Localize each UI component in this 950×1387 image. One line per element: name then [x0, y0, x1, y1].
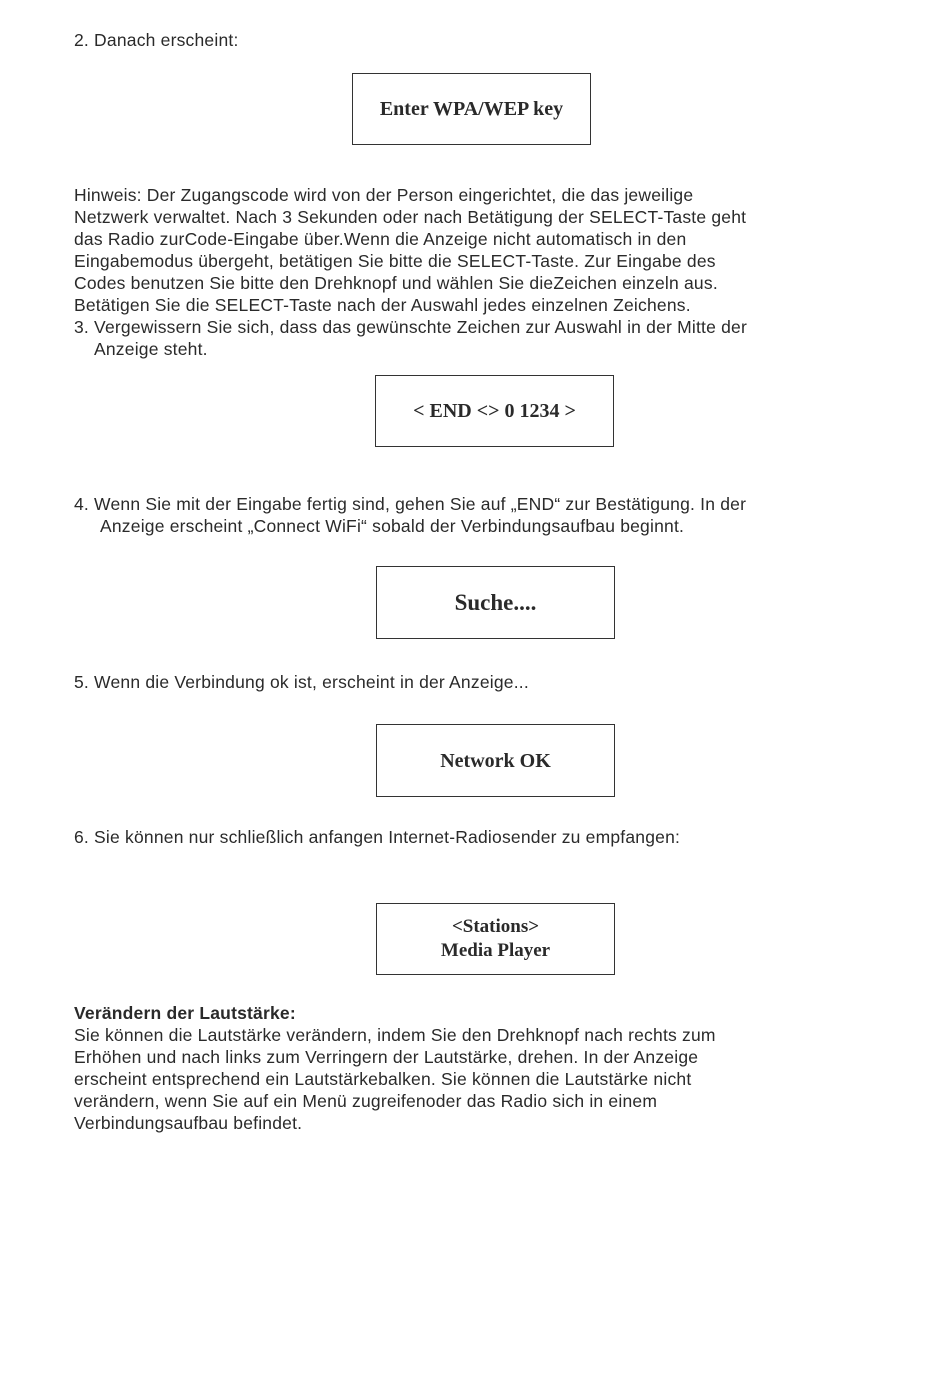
step-2-text — [74, 29, 239, 51]
hinweis-line: Betätigen Sie die SELECT-Taste nach der Auswahl jedes einzelnen Zeichens. — [74, 295, 691, 315]
volume-line: Verbindungsaufbau befindet. — [74, 1113, 303, 1133]
volume-section — [74, 1002, 716, 1134]
display-suche — [376, 566, 615, 639]
step-3-line: 3. Vergewissern Sie sich, dass das gewünschte Zeichen zur Auswahl in der Mitte der — [74, 317, 747, 337]
display-suche-text: Suche.... — [454, 589, 537, 615]
volume-line: Erhöhen und nach links zum Verringern der Lautstärke, drehen. In der Anzeige — [74, 1047, 699, 1067]
display-end-code — [375, 375, 614, 447]
hinweis-paragraph — [74, 184, 747, 360]
step-4-text — [74, 493, 746, 537]
volume-heading: Verändern der Lautstärke: — [74, 1003, 296, 1023]
step-6-line: 6. Sie können nur schließlich anfangen Internet-Radiosender zu empfangen: — [74, 827, 681, 847]
display-network-ok-text: Network OK — [440, 749, 551, 772]
volume-line: Sie können die Lautstärke verändern, indem Sie den Drehknopf nach rechts zum — [74, 1025, 716, 1045]
step-4-line: Anzeige erscheint „Connect WiFi“ sobald der Verbindungsaufbau beginnt. — [100, 516, 685, 536]
step-5-line: 5. Wenn die Verbindung ok ist, erscheint in der Anzeige... — [74, 672, 529, 692]
step-4-line: 4. Wenn Sie mit der Eingabe fertig sind, gehen Sie auf „END“ zur Bestätigung. In der — [74, 494, 747, 514]
display-stations-line-2: Media Player — [440, 940, 551, 961]
hinweis-line: Codes benutzen Sie bitte den Drehknopf und wählen Sie dieZeichen einzeln aus. — [74, 273, 718, 293]
volume-line: verändern, wenn Sie auf ein Menü zugreifenoder das Radio sich in einem — [74, 1091, 658, 1111]
display-end-code-text: < END <> 0 1234 > — [413, 400, 576, 422]
step-3-line: Anzeige steht. — [94, 339, 208, 359]
display-stations-line-1: <Stations> — [451, 916, 540, 937]
step-5-text — [74, 671, 529, 693]
step-6-text — [74, 826, 680, 848]
hinweis-line: Netzwerk verwaltet. Nach 3 Sekunden oder nach Betätigung der SELECT-Taste geht — [74, 207, 747, 227]
display-wpa-key-text: Enter WPA/WEP key — [379, 98, 564, 120]
display-stations — [376, 903, 615, 975]
step-2-line: 2. Danach erscheint: — [74, 30, 239, 50]
hinweis-line: das Radio zurCode-Eingabe über.Wenn die Anzeige nicht automatisch in den — [74, 229, 687, 249]
hinweis-line: Eingabemodus übergeht, betätigen Sie bitte die SELECT-Taste. Zur Eingabe des — [74, 251, 716, 271]
display-wpa-key — [352, 73, 591, 145]
display-network-ok — [376, 724, 615, 797]
hinweis-line: Hinweis: Der Zugangscode wird von der Person eingerichtet, die das jeweilige — [74, 185, 694, 205]
volume-line: erscheint entsprechend ein Lautstärkebalken. Sie können die Lautstärke nicht — [74, 1069, 692, 1089]
